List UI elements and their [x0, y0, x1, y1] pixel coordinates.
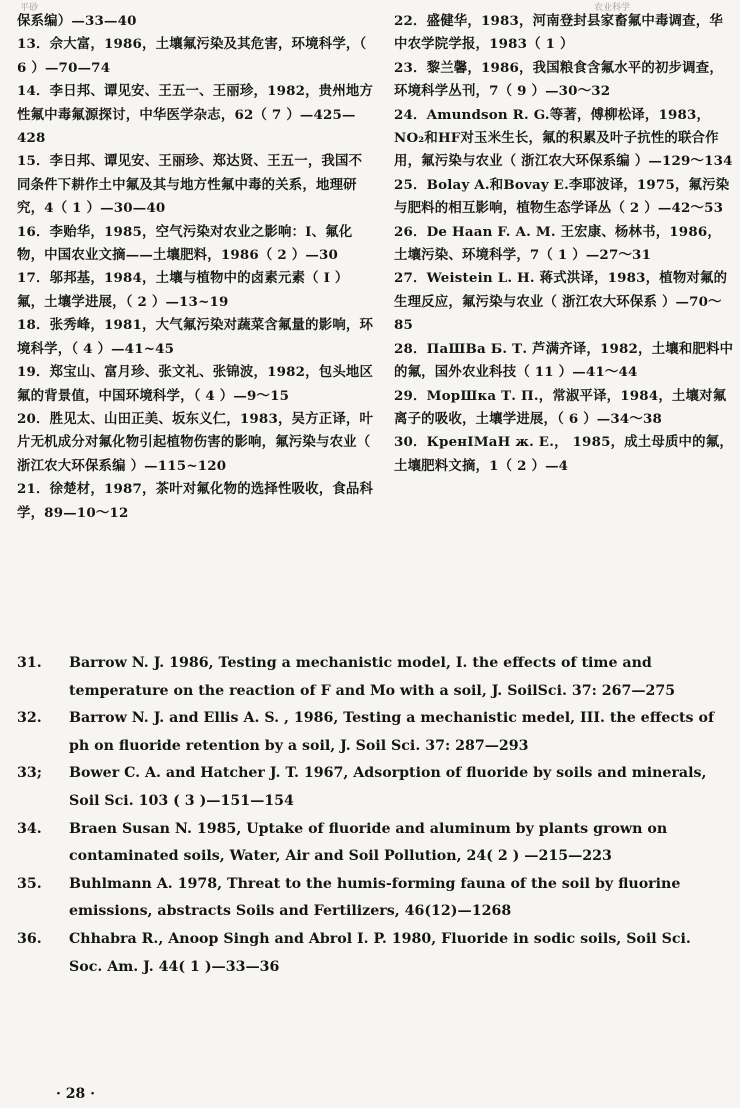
page-number: · 28 · — [56, 1086, 95, 1102]
reference-item: 26．De Haan F. A. M. 王宏康、杨林书，1986，土壤污染、环境科学，7（ 1 ）—27～31 — [394, 223, 721, 264]
reference-item: 24．Amundson R. G.等著，傅柳松译，1983，NO₂和HF对玉米生长，氟的积累及叶子抗性的联合作用，氟污染与农业（ 浙江农大环保系编 ）—129～134 — [394, 106, 733, 170]
reference-item — [17, 926, 727, 981]
reference-item: 14．李日邦、谭见安、王五一、王丽珍，1982，贵州地方性氟中毒氟源探讨，中华医学杂志，62（ 7 ）—425—428 — [17, 83, 374, 147]
reference-number: 32. — [17, 710, 42, 727]
reference-item: 15．李日邦、谭见安、王丽珍、郑达贤、王五一，我国不同条件下耕作土中氟及其与地方性氟中毒的关系，地理研究，4（ 1 ）—30—40 — [17, 153, 363, 217]
reference-item — [17, 760, 727, 815]
left-column — [17, 10, 375, 525]
reference-item: 27．Weistein L. H. 蒋式洪译，1983，植物对氟的生理反应，氟污染与农业（ 浙江农大环保系 ）—70～85 — [394, 270, 728, 334]
reference-text: Braen Susan N. 1985, Uptake of fluoride and aluminum by plants grown on contaminated soils, Water, Air and Soil Pollution, 24( 2 ) —215—223 — [69, 820, 668, 865]
reference-item: 30．КренIМаН ж. Е.， 1985，成土母质中的氟，土壤肥料文摘，1（ 2 ）—4 — [394, 434, 733, 474]
reference-text: Buhlmann A. 1978, Threat to the humis-forming fauna of the soil by fluorine emissions, abstracts Soils and Fertilizers, 46(12)—1268 — [69, 875, 681, 920]
reference-item: 22．盛健华，1983，河南登封县家畜氟中毒调查，华中农学院学报，1983（ 1 ） — [394, 13, 723, 53]
reference-item: 16．李贻华，1985，空气污染对农业之影响：Ⅰ、氟化物，中国农业文摘——土壤肥料，1986（ 2 ）—30 — [17, 223, 353, 264]
reference-item: 17．邬邦基，1984，土壤与植物中的卤素元素（ I ）氟，土壤学进展，（ 2 ）—13~19 — [17, 270, 349, 310]
right-column — [394, 10, 734, 478]
reference-item: 23．黎兰馨，1986，我国粮食含氟水平的初步调查，环境科学丛刊，7（ 9 ）—30～32 — [394, 59, 723, 100]
reference-item — [17, 650, 727, 705]
reference-item: 28．ПаШВа Б. Т. 芦满齐译，1982，土壤和肥料中的氟，国外农业科技（ 11 ）—41～44 — [394, 340, 734, 381]
reference-number: 31. — [17, 655, 42, 671]
english-references — [17, 650, 727, 981]
reference-number: 34. — [17, 820, 42, 837]
reference-item: 13．佘大富，1986，土壤氟污染及其危害，环境科学，（ 6 ）—70—74 — [17, 36, 367, 76]
reference-item: 25．Bolay A.和Bovay E.李耶波译，1975，氟污染与肥料的相互影响，植物生态学译丛（ 2 ）—42～53 — [394, 176, 730, 217]
reference-item — [17, 705, 727, 760]
reference-text: Chhabra R., Anoop Singh and Abrol I. P. 1980, Fluoride in sodic soils, Soil Sci. Soc. Am. J. 44( 1 )—33—36 — [69, 930, 691, 975]
reference-item: 18．张秀峰，1981，大气氟污染对蔬菜含氟量的影响，环境科学，（ 4 ）—41~45 — [17, 317, 374, 357]
reference-number: 35. — [17, 875, 42, 892]
reference-item: 保系编）—33—40 — [17, 13, 137, 29]
reference-text: Barrow N. J. and Ellis A. S. , 1986, Testing a mechanistic medel, III. the effects of ph on fluoride retention by a soil, J. Soil Sci. 37: 287—293 — [69, 710, 715, 754]
reference-item: 21．徐楚材，1987，茶叶对氟化物的选择性吸收，食品科学，89—10～12 — [17, 481, 374, 521]
reference-item: 19．郑宝山、富月珍、张文礼、张锦波，1982，包头地区氟的背景值，中国环境科学，（ 4 ）—9～15 — [17, 364, 374, 404]
reference-item: 29．МорШка Т. П.，常淑平译，1984，土壤对氟离子的吸收，土壤学进展，（ 6 ）—34～38 — [394, 387, 727, 427]
reference-text: Barrow N. J. 1986, Testing a mechanistic model, I. the effects of time and temperature on the reaction of F and Mo with a soil, J. SoilSci. 37: 267—275 — [69, 655, 676, 699]
reference-item — [17, 871, 727, 926]
reference-text: Bower C. A. and Hatcher J. T. 1967, Adsorption of fluoride by soils and minerals, Soil Sci. 103 ( 3 )—151—154 — [69, 765, 707, 809]
reference-item: 20．胜见太、山田正美、坂东义仁，1983，吴方正译，叶片无机成分对氟化物引起植物伤害的影响，氟污染与农业（ 浙江农大环保系编 ）—115~120 — [17, 410, 374, 474]
reference-number: 36. — [17, 930, 42, 947]
reference-item — [17, 816, 727, 871]
reference-number: 33; — [17, 765, 42, 782]
header-mark-right: 农业科学 — [594, 3, 631, 13]
header-mark-left: 平砂 — [20, 3, 39, 13]
